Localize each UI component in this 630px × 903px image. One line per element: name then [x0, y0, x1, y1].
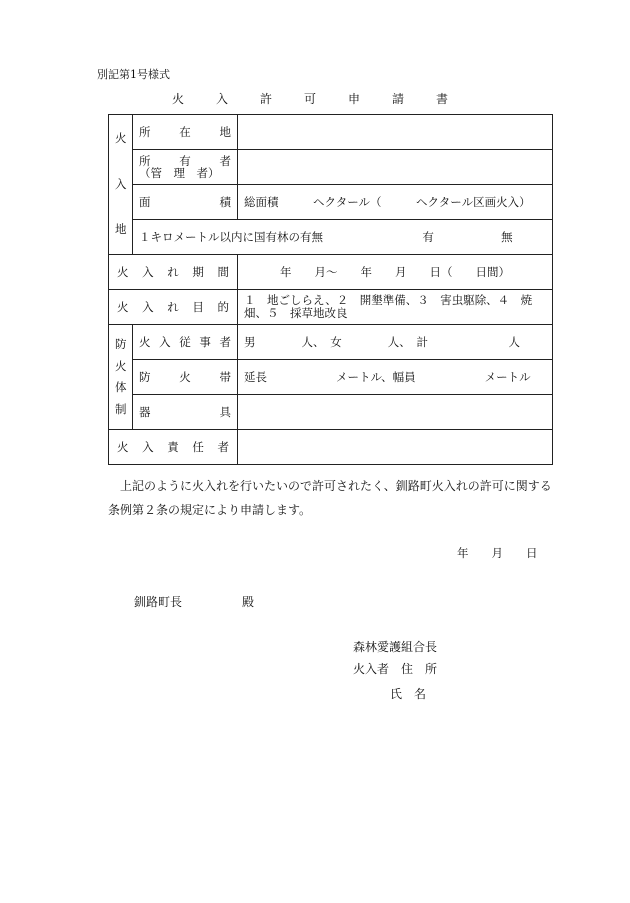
application-table — [108, 114, 553, 465]
tools-label: 器 具 — [133, 395, 238, 430]
purpose-label: 火 入 れ 目 的 — [109, 290, 238, 325]
period-value[interactable]: 年 月～ 年 月 日（ 日間） — [238, 255, 553, 290]
purpose-value[interactable]: １ 地ごしらえ、２ 開墾準備、３ 害虫駆除、４ 焼畑、５ 採草地改良 — [238, 290, 553, 325]
owner-label: 所 有 者 （管 理 者） — [133, 150, 238, 185]
applicant-name-label[interactable]: 氏 名 — [390, 687, 427, 701]
applicant-organization: 森林愛護組合長 — [353, 640, 438, 654]
area-value[interactable]: 総面積 ヘクタール（ ヘクタール区画火入） — [238, 185, 553, 220]
location-value[interactable] — [238, 115, 553, 150]
workers-label: 火 入 従 事 者 — [133, 325, 238, 360]
period-label: 火 入 れ 期 間 — [109, 255, 238, 290]
firebreak-value[interactable]: 延長 メートル、幅員 メートル — [238, 360, 553, 395]
tools-value[interactable] — [238, 395, 553, 430]
form-title: 火 入 許 可 申 請 書 — [171, 92, 458, 106]
owner-value[interactable] — [238, 150, 553, 185]
form-number: 別記第1号様式 — [97, 68, 170, 81]
manager-label: 火 入 責 任 者 — [109, 430, 238, 465]
site-group-label: 火 入 地 — [109, 115, 133, 255]
application-statement: 上記のように火入れを行いたいので許可されたく、釧路町火入れの許可に関する条例第２条の規定により申請します。 — [108, 479, 552, 517]
national-forest-row[interactable]: １キロメートル以内に国有林の有無 有 無 — [133, 220, 553, 255]
firebreak-label: 防 火 帯 — [133, 360, 238, 395]
date-line[interactable]: 年 月 日 — [457, 546, 538, 560]
nf-no: 無 — [501, 230, 513, 244]
location-label: 所 在 地 — [133, 115, 238, 150]
nf-yes: 有 — [422, 230, 434, 244]
area-label: 面 積 — [133, 185, 238, 220]
applicant-address-label[interactable]: 火入者 住 所 — [353, 662, 438, 676]
fire-prevention-group-label: 防 火 体 制 — [109, 325, 133, 430]
workers-value[interactable]: 男 人、 女 人、 計 人 — [238, 325, 553, 360]
manager-value[interactable] — [238, 430, 553, 465]
addressee: 釧路町長 殿 — [134, 595, 255, 609]
